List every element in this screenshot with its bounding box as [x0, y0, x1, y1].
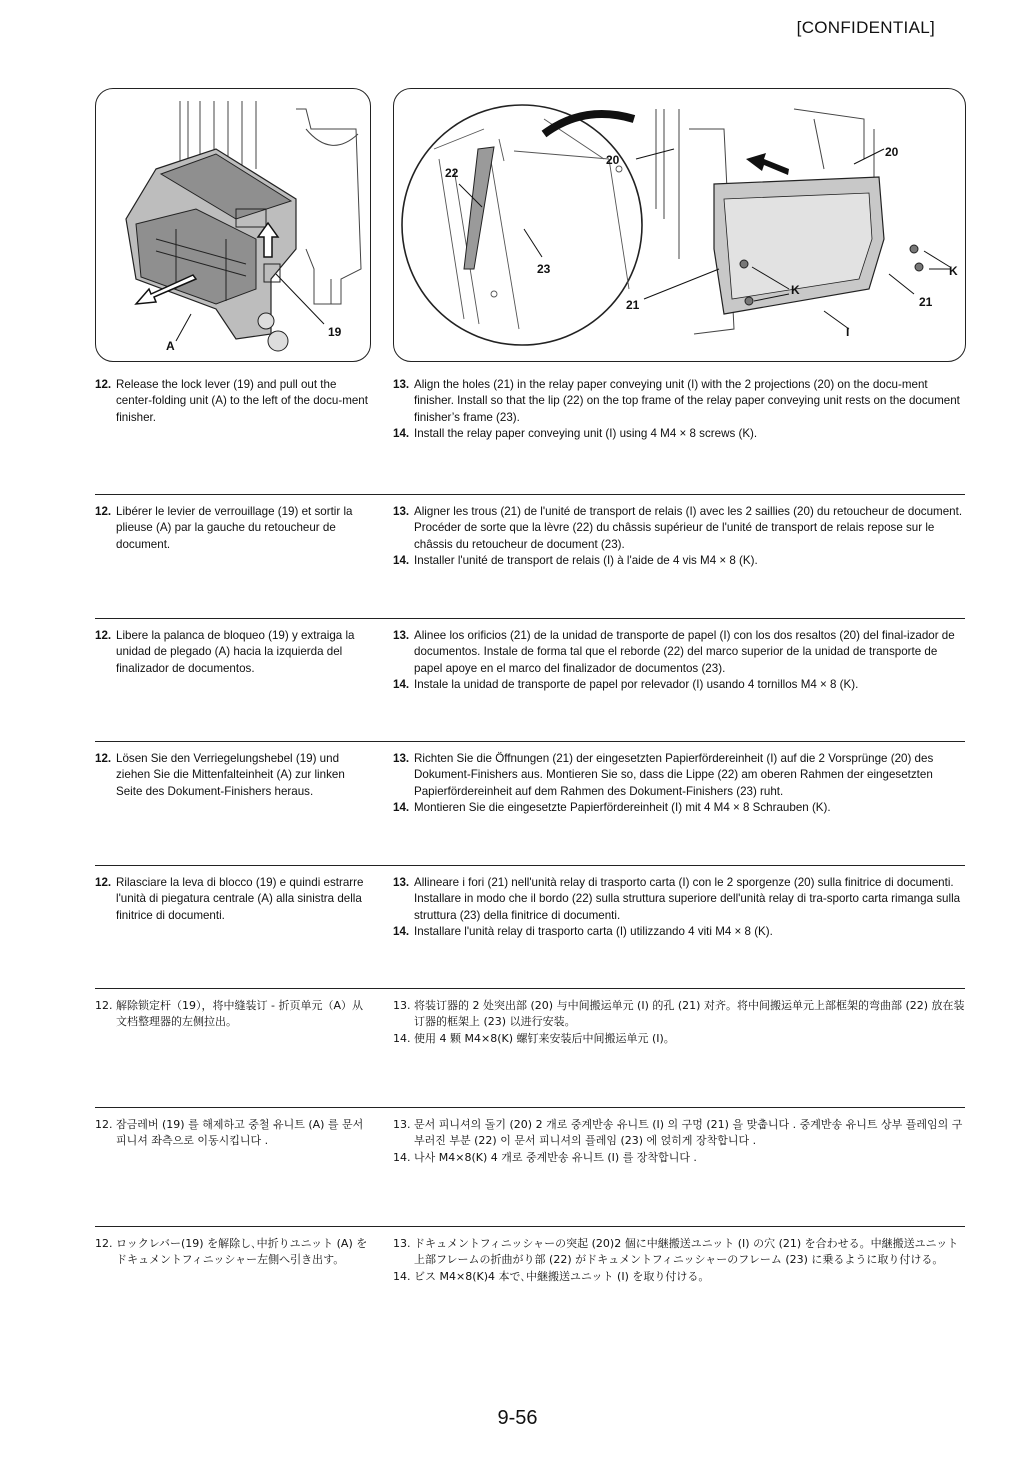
step-14: 14. Instale la unidad de transporte de papel por relevador (I) usando 4 tornillos M4 × 8 (K). — [393, 678, 859, 692]
step-12-column — [95, 1236, 373, 1269]
step-12: 12. ロックレバー(19) を解除し､中折りユニット (A) をドキュメントフィニッシャー左側へ引き出す。 — [95, 1237, 368, 1267]
step-12: 12. 解除锁定杆（19），将中缝装订 - 折页单元（A）从文档整理器的左侧拉出。 — [95, 999, 363, 1029]
step-12-column — [95, 998, 373, 1031]
callout-21-left: 21 — [626, 298, 640, 312]
step-12-column — [95, 1117, 373, 1150]
step-13: 13. Aligner les trous (21) de l'unité de transport de relais (I) avec les 2 saillies (20) du retoucheur de document. Procéder de sorte que la lèvre (22) du châssis supérieur de l'unité de transport de relais repose sur le châssis du retoucheur de document (23). — [393, 505, 963, 551]
step-12-column — [95, 875, 373, 924]
callout-a: A — [166, 339, 175, 353]
callout-k-right: K — [949, 264, 958, 278]
confidential-label: [CONFIDENTIAL] — [796, 18, 935, 37]
callout-21-right: 21 — [919, 295, 933, 309]
step-12: 12. 잠금레버 (19) 를 해제하고 중철 유니트 (A) 를 문서 피니셔 좌측으로 이동시킵니다 . — [95, 1118, 364, 1148]
page-number: 9-56 — [497, 1407, 538, 1429]
center-folding-unit-drawing — [96, 89, 370, 361]
step-14: 14. Montieren Sie die eingesetzte Papierfördereinheit (I) mit 4 M4 × 8 Schrauben (K). — [393, 801, 831, 815]
step-12-column — [95, 628, 373, 677]
steps-13-14-column — [393, 998, 965, 1047]
steps-13-14-column — [393, 1117, 965, 1166]
callout-22: 22 — [445, 166, 459, 180]
steps-13-14-column — [393, 1236, 965, 1285]
steps-13-14-column — [393, 377, 965, 443]
step-14: 14. Install the relay paper conveying unit (I) using 4 M4 × 8 screws (K). — [393, 427, 758, 441]
callout-23: 23 — [537, 262, 551, 276]
instructions-german — [95, 741, 965, 862]
step-13: 13. ドキュメントフィニッシャーの突起 (20)2 個に中継搬送ユニット (I) の穴 (21) を合わせる。中継搬送ユニット上部フレームの折曲がり部 (22) がドキュメントフィニッシャーのフレーム (23) に乗るように取り付ける。 — [393, 1237, 959, 1267]
step-13: 13. 문서 피니셔의 돌기 (20) 2 개로 중계반송 유니트 (I) 의 구멍 (21) 을 맞춥니다 . 중계반송 유니트 상부 플레임의 구부러진 부분 (22) 이 문서 피니셔의 플레임 (23) 에 얹히게 장착합니다 . — [393, 1118, 963, 1148]
figure-center-folding-unit — [95, 88, 371, 362]
step-13: 13. Allineare i fori (21) nell'unità relay di trasporto carta (I) con le 2 sporgenze (20) sulla finitrice di documenti. Installare in modo che il bordo (22) sulla struttura superiore dell'unità relay di tra-sporto carta rimanga sulla struttura (23) della finitrice di documenti. — [393, 876, 961, 922]
step-12-column — [95, 751, 373, 800]
instructions-japanese — [95, 1226, 965, 1347]
step-13: 13. Alinee los orificios (21) de la unidad de transporte de papel (I) con los dos resaltos (20) del final-izador de documentos. Instale de forma tal que el reborde (22) del marco superior de la unidad de transporte de papel apoye en el marco del finalizador de documentos (23). — [393, 629, 955, 675]
instructions-chinese — [95, 988, 965, 1104]
instructions-korean — [95, 1107, 965, 1223]
callout-k-center: K — [791, 283, 800, 297]
step-13: 13. Richten Sie die Öffnungen (21) der eingesetzten Papierfördereinheit (I) auf die 2 Vorsprünge (20) des Dokument-Finishers aus. Montieren Sie so, dass die Lippe (22) am oberen Rahmen der eingesetzten Papierfördereinheit auf dem Rahmen des Dokument-Finishers (23) ruht. — [393, 752, 934, 798]
callout-19: 19 — [328, 325, 342, 339]
relay-conveying-unit-drawing — [394, 89, 965, 361]
steps-13-14-column — [393, 751, 965, 817]
step-14: 14. 使用 4 颗 M4×8(K) 螺钉来安装后中间搬运单元 (I)。 — [393, 1031, 675, 1045]
step-12: 12. Libérer le levier de verrouillage (19) et sortir la plieuse (A) par la gauche du retoucheur de document. — [95, 505, 353, 551]
instructions-english — [95, 368, 965, 488]
instructions-spanish — [95, 618, 965, 739]
step-12: 12. Libere la palanca de bloqueo (19) y extraiga la unidad de plegado (A) hacia la izquierda del finalizador de documentos. — [95, 629, 355, 675]
steps-13-14-column — [393, 875, 965, 941]
callout-i: I — [846, 325, 850, 339]
step-14: 14. ビス M4×8(K)4 本で､中継搬送ユニット (I) を取り付ける。 — [393, 1269, 710, 1283]
steps-13-14-column — [393, 628, 965, 694]
step-12: 12. Release the lock lever (19) and pull out the center-folding unit (A) to the left of the docu-ment finisher. — [95, 378, 368, 424]
steps-13-14-column — [393, 504, 965, 570]
step-14: 14. Installer l'unité de transport de relais (I) à l'aide de 4 vis M4 × 8 (K). — [393, 554, 758, 568]
step-14: 14. 나사 M4×8(K) 4 개로 중계반송 유니트 (I) 를 장착합니다 . — [393, 1150, 697, 1164]
step-14: 14. Installare l'unità relay di trasporto carta (I) utilizzando 4 viti M4 × 8 (K). — [393, 925, 773, 939]
step-12: 12. Rilasciare la leva di blocco (19) e quindi estrarre l'unità di piegatura centrale (A) alla sinistra della finitrice di documenti. — [95, 876, 364, 922]
instructions-french — [95, 494, 965, 615]
figure-relay-conveying-unit — [393, 88, 966, 362]
step-12: 12. Lösen Sie den Verriegelungshebel (19) und ziehen Sie die Mittenfalteinheit (A) zur linken Seite des Dokument-Finishers heraus. — [95, 752, 345, 798]
instructions-italian — [95, 865, 965, 986]
callout-20-right: 20 — [885, 145, 899, 159]
step-13: 13. Align the holes (21) in the relay paper conveying unit (I) with the 2 projections (20) on the docu-ment finisher. Install so that the lip (22) on the top frame of the relay paper conveying unit rests on the document finisher’s frame (23). — [393, 378, 960, 424]
step-12-column — [95, 377, 373, 426]
step-12-column — [95, 504, 373, 553]
callout-20-left: 20 — [606, 153, 620, 167]
step-13: 13. 将装订器的 2 处突出部 (20) 与中间搬运单元 (I) 的孔 (21) 对齐。将中间搬运单元上部框架的弯曲部 (22) 放在装订器的框架上 (23) 以进行安装。 — [393, 999, 965, 1029]
